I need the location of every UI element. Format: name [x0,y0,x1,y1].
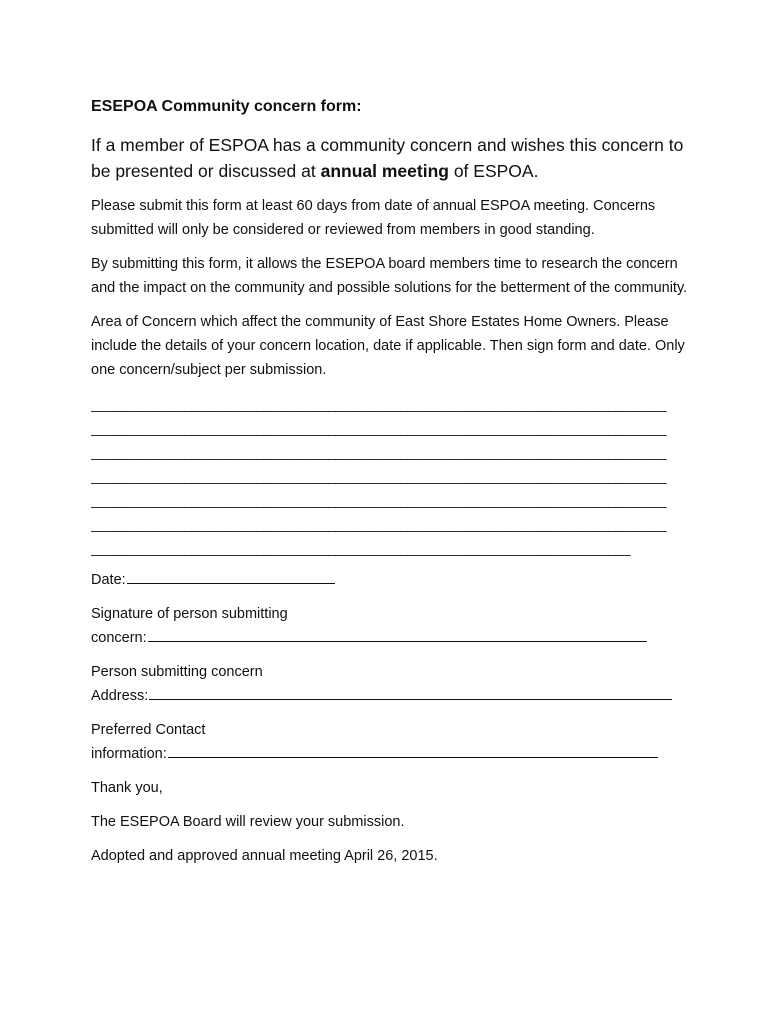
concern-line[interactable]: ________________________________________________________________________________ [91,396,666,412]
intro-text: If a member of ESPOA has a community concern and wishes this concern to be presented or discussed at [91,135,684,181]
contact-label: Preferred Contact [91,722,206,738]
concern-writing-lines[interactable] [91,392,691,560]
contact-blank[interactable] [168,742,658,758]
intro-text-end: of ESPOA. [448,161,539,181]
signature-label: Signature of person submitting [91,606,288,622]
date-label: Date: [91,572,126,588]
concern-line[interactable]: ________________________________________________________________________________ [91,444,666,460]
concern-line[interactable]: ________________________________________________________________________________ [91,516,666,532]
concern-line[interactable]: ________________________________________________________________________________ [91,492,666,508]
form-title: ESEPOA Community concern form: [91,98,362,115]
thanks-text: Thank you, [91,780,163,796]
signature-field [91,602,691,650]
purpose-paragraph: By submitting this form, it allows the ESEPOA board members time to research the concern and the impact on the community and possible solutions for the betterment of the community. [91,256,688,296]
concern-line[interactable]: ________________________________________________________________________________ [91,420,666,436]
signature-blank[interactable] [148,626,647,642]
concern-line[interactable]: ________________________________________________________________________________ [91,468,666,484]
date-blank[interactable] [127,568,335,584]
date-field [91,568,691,592]
intro-bold-text: annual meeting [320,161,449,181]
contact-field [91,718,691,766]
adopted-text: Adopted and approved annual meeting April 26, 2015. [91,848,438,864]
concern-line-last[interactable]: ___________________________________________________________________________ [91,540,630,556]
address-label: Person submitting concern [91,664,263,680]
review-text: The ESEPOA Board will review your submission. [91,814,405,830]
area-of-concern-paragraph: Area of Concern which affect the community of East Shore Estates Home Owners. Please include the details of your concern location, date if applicable. Then sign form and date. Only one concern/subject per submission. [91,314,685,378]
address-blank[interactable] [149,684,672,700]
signature-label-cont: concern: [91,630,147,646]
contact-label-cont: information: [91,746,167,762]
submission-deadline-paragraph: Please submit this form at least 60 days from date of annual ESPOA meeting. Concerns submitted will only be considered or reviewed from members in good standing. [91,198,656,238]
intro-paragraph [91,132,691,184]
address-field [91,660,691,708]
form-content [91,96,691,878]
address-label-cont: Address: [91,688,149,704]
